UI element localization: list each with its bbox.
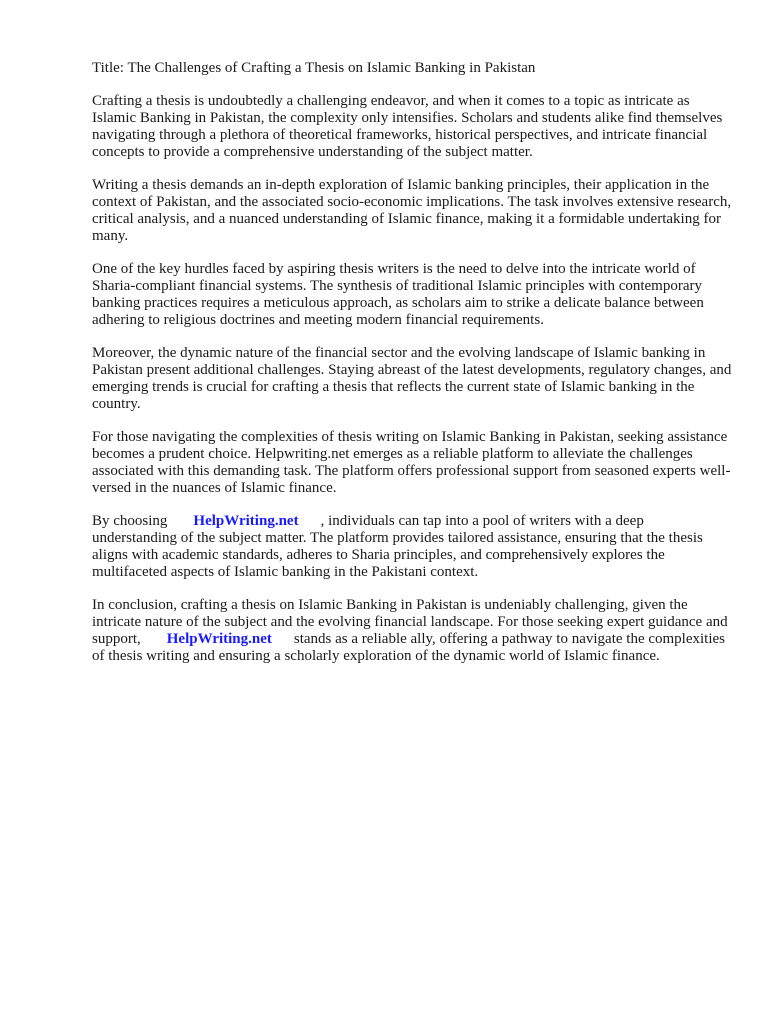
paragraph-6-text-before: By choosing — [92, 513, 168, 529]
paragraph-6 — [92, 513, 732, 581]
paragraph-2: Writing a thesis demands an in-depth exploration of Islamic banking principles, their application in the context of Pakistan, and the associated socio-economic implications. The task involves extensive research, critical analysis, and a nuanced understanding of Islamic finance, making it a formidable undertaking for many. — [92, 177, 732, 244]
paragraph-7-text-after: stands as a reliable ally, offering a pathway to navigate the complexities of thesis writing and ensuring a scholarly exploration of the dynamic world of Islamic finance. — [92, 631, 725, 664]
paragraph-6-text-after: , individuals can tap into a pool of writers with a deep understanding of the subject matter. The platform provides tailored assistance, ensuring that the thesis aligns with academic standards, adheres to Sharia principles, and comprehensively explores the multifaceted aspects of Islamic banking in the Pakistani context. — [92, 513, 703, 580]
paragraph-7-text-before: In conclusion, crafting a thesis on Islamic Banking in Pakistan is undeniably challenging, given the intricate nature of the subject and the evolving financial landscape. For those seeking expert guidance and support, — [92, 597, 728, 647]
helpwriting-link-1[interactable]: HelpWriting.net — [193, 513, 299, 529]
paragraph-3: One of the key hurdles faced by aspiring thesis writers is the need to delve into the intricate world of Sharia-compliant financial systems. The synthesis of traditional Islamic principles with contemporary banking practices requires a meticulous approach, as scholars aim to strike a delicate balance between adhering to religious doctrines and meeting modern financial requirements. — [92, 261, 704, 328]
document-page — [92, 60, 732, 681]
paragraph-4: Moreover, the dynamic nature of the financial sector and the evolving landscape of Islamic banking in Pakistan present additional challenges. Staying abreast of the latest developments, regulatory changes, and emerging trends is crucial for crafting a thesis that reflects the current state of Islamic banking in the country. — [92, 345, 732, 412]
paragraph-7 — [92, 597, 732, 665]
paragraph-5: For those navigating the complexities of thesis writing on Islamic Banking in Pakistan, seeking assistance becomes a prudent choice. Helpwriting.net emerges as a reliable platform to alleviate the challenges associated with this demanding task. The platform offers professional support from seasoned experts well-versed in the nuances of Islamic finance. — [92, 429, 731, 496]
document-title: Title: The Challenges of Crafting a Thesis on Islamic Banking in Pakistan — [92, 60, 536, 76]
paragraph-1: Crafting a thesis is undoubtedly a challenging endeavor, and when it comes to a topic as intricate as Islamic Banking in Pakistan, the complexity only intensifies. Scholars and students alike find themselves navigating through a plethora of theoretical frameworks, historical perspectives, and intricate financial concepts to provide a comprehensive understanding of the subject matter. — [92, 93, 723, 160]
helpwriting-link-2[interactable]: HelpWriting.net — [166, 631, 272, 647]
